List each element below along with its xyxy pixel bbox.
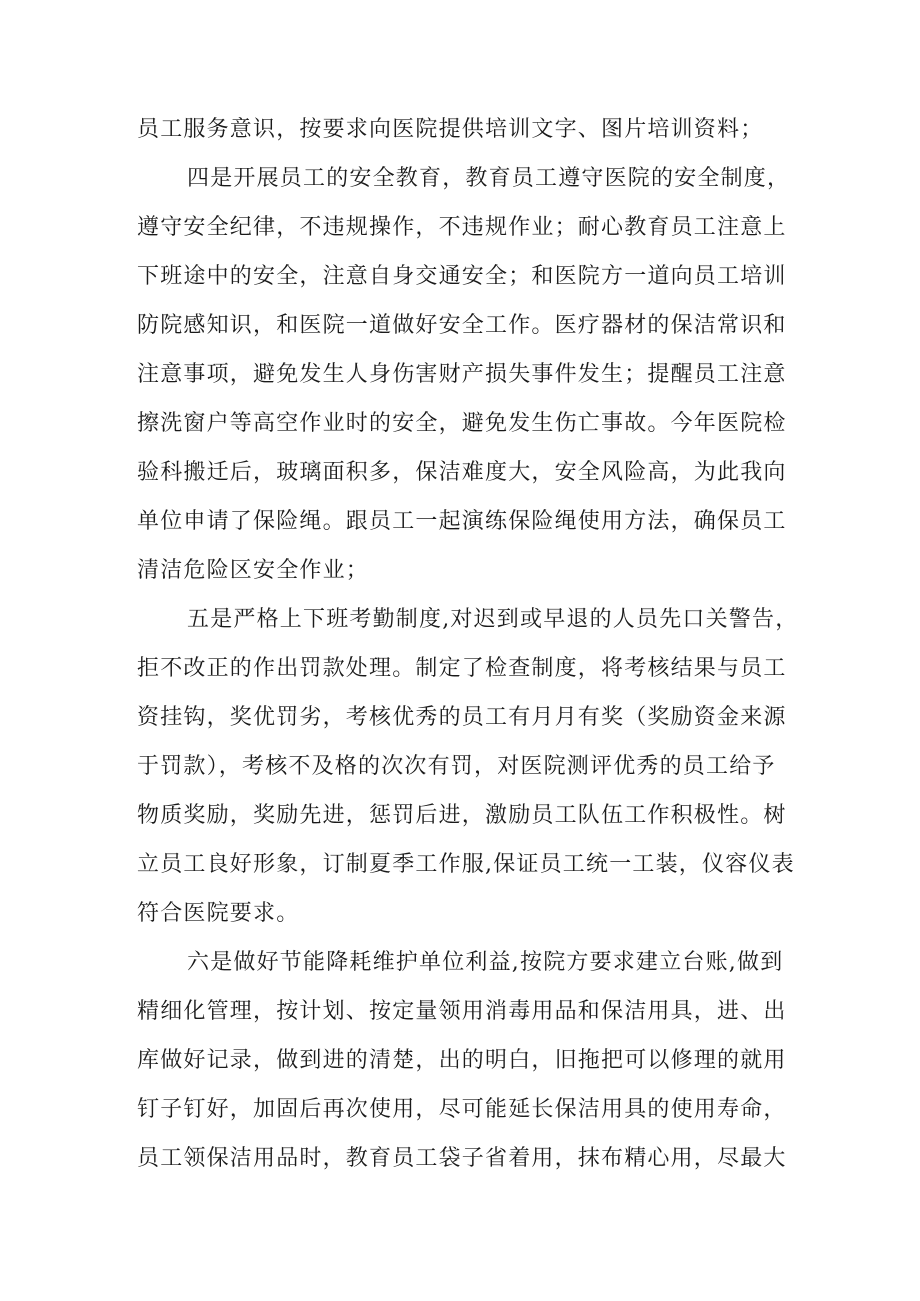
text-line: 立员工良好形象，订制夏季工作服,保证员工统一工装，仪容仪表 — [137, 852, 795, 877]
text-line: 员工领保洁用品时，教育员工袋子省着用，抹布精心用，尽最大 — [137, 1146, 787, 1171]
text-line: 符合医院要求。 — [137, 901, 300, 926]
text-line: 拒不改正的作出罚款处理。制定了检查制度，将考核结果与员工 — [137, 656, 787, 681]
text-line: 下班途中的安全，注意自身交通安全；和医院方一道向员工培训 — [137, 264, 787, 289]
text-line: 钉子钉好，加固后再次使用，尽可能延长保洁用具的使用寿命， — [137, 1097, 787, 1122]
paragraph-first-line: 五是严格上下班考勤制度,对迟到或早退的人员先口关警告， — [187, 607, 799, 632]
text-line: 资挂钩，奖优罚劣，考核优秀的员工有月月有奖（奖励资金来源 — [137, 705, 787, 730]
paragraph-first-line: 六是做好节能降耗维护单位利益,按院方要求建立台账,做到 — [187, 950, 784, 975]
text-line: 防院感知识，和医院一道做好安全工作。医疗器材的保洁常识和 — [137, 313, 787, 338]
paragraph-first-line: 四是开展员工的安全教育，教育员工遵守医院的安全制度， — [187, 166, 791, 191]
text-line: 物质奖励，奖励先进，惩罚后进，激励员工队伍工作积极性。树 — [137, 803, 787, 828]
text-line: 验科搬迁后，玻璃面积多，保洁难度大，安全风险高，为此我向 — [137, 460, 787, 485]
text-line: 擦洗窗户等高空作业时的安全，避免发生伤亡事故。今年医院检 — [137, 411, 787, 436]
text-line: 单位申请了保险绳。跟员工一起演练保险绳使用方法，确保员工 — [137, 509, 787, 534]
text-line: 注意事项，避免发生人身伤害财产损失事件发生；提醒员工注意 — [137, 362, 787, 387]
text-line: 遵守安全纪律，不违规操作，不违规作业；耐心教育员工注意上 — [137, 215, 787, 240]
text-line: 于罚款），考核不及格的次次有罚，对医院测评优秀的员工给予 — [137, 754, 776, 779]
text-line: 库做好记录，做到进的清楚，出的明白，旧拖把可以修理的就用 — [137, 1048, 787, 1073]
text-line: 清洁危险区安全作业； — [137, 558, 370, 583]
text-line: 员工服务意识，按要求向医院提供培训文字、图片培训资料； — [137, 117, 764, 142]
text-line: 精细化管理，按计划、按定量领用消毒用品和保洁用具，进、出 — [137, 999, 787, 1024]
